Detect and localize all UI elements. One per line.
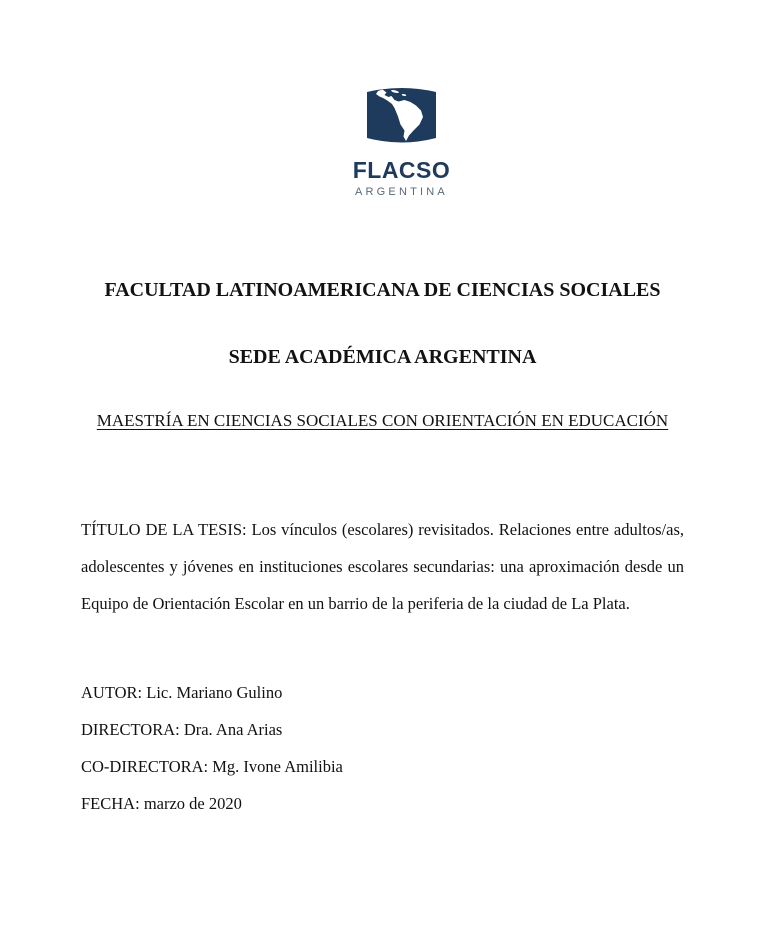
- logo-brand-text: FLACSO: [352, 157, 451, 183]
- detail-date-label: FECHA:: [81, 794, 140, 814]
- heading-program: MAESTRÍA EN CIENCIAS SOCIALES CON ORIENTACIÓN EN EDUCACIÓN: [96, 411, 669, 430]
- flacso-logo: [353, 0, 451, 198]
- latin-america-map-icon: [353, 83, 451, 148]
- thesis-title-text: Los vínculos (escolares) revisitados. Relaciones entre adultos/as, adolescentes y jóvenes en instituciones escolares secundarias: una aproximación desde un Equipo de Orientación Escolar en un barrio de la periferia de la ciudad de La Plata.: [81, 520, 685, 614]
- detail-director: [81, 711, 684, 748]
- detail-date-value: marzo de 2020: [143, 794, 242, 814]
- detail-author: [81, 674, 684, 711]
- detail-author-label: AUTOR:: [81, 683, 143, 703]
- thesis-details: [81, 674, 684, 822]
- heading-campus: SEDE ACADÉMICA ARGENTINA: [228, 346, 537, 368]
- detail-codirector: [81, 748, 684, 785]
- detail-director-label: DIRECTORA:: [81, 720, 180, 740]
- detail-date: [81, 785, 684, 822]
- detail-director-value: Dra. Ana Arias: [183, 720, 283, 740]
- detail-codirector-value: Mg. Ivone Amilibia: [212, 757, 343, 777]
- logo-region-text: ARGENTINA: [355, 186, 448, 198]
- detail-author-value: Lic. Mariano Gulino: [146, 683, 283, 703]
- detail-codirector-label: CO-DIRECTORA:: [81, 757, 209, 777]
- thesis-title-paragraph: [81, 511, 684, 622]
- heading-institution: FACULTAD LATINOAMERICANA DE CIENCIAS SOCIALES: [104, 279, 661, 301]
- thesis-title-label: TÍTULO DE LA TESIS:: [81, 520, 247, 540]
